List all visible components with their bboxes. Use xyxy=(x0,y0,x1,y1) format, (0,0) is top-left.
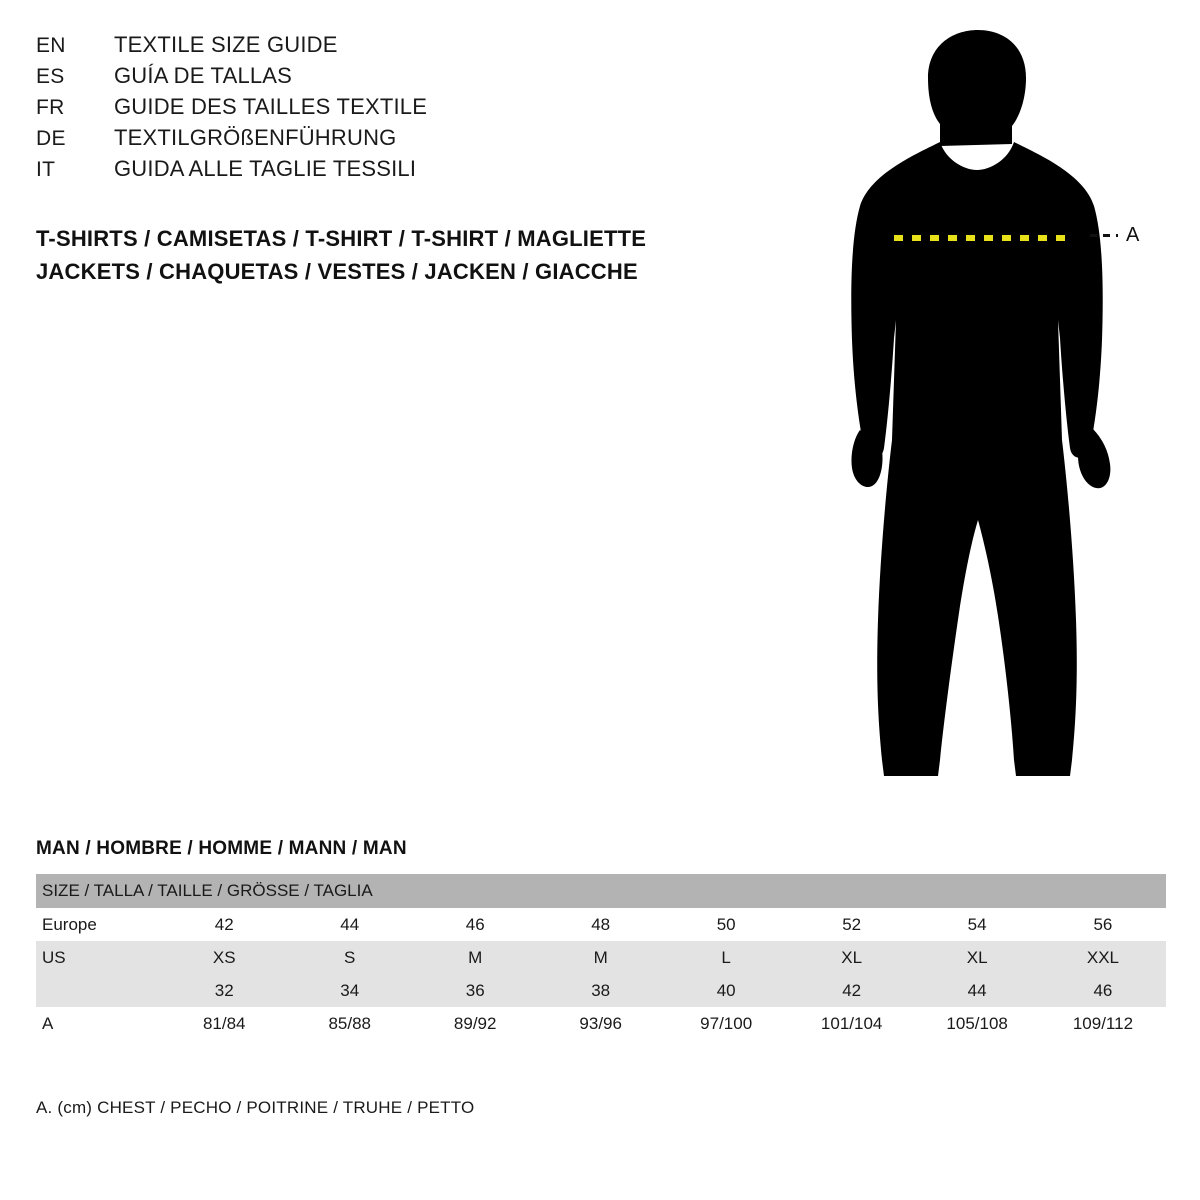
size-table-section xyxy=(36,838,1166,1040)
cell: 38 xyxy=(538,974,663,1007)
cell: 42 xyxy=(789,974,914,1007)
cell: XL xyxy=(914,941,1039,974)
cell: 48 xyxy=(538,908,663,941)
category-jackets: JACKETS / CHAQUETAS / VESTES / JACKEN / GIACCHE xyxy=(36,259,638,284)
language-row xyxy=(36,63,736,94)
cell: 54 xyxy=(914,908,1039,941)
silhouette-svg xyxy=(820,20,1180,790)
table-row xyxy=(36,941,1166,974)
cell: 81/84 xyxy=(161,1007,286,1040)
row-label: Europe xyxy=(36,908,161,941)
row-label: A xyxy=(36,1007,161,1040)
male-silhouette-figure xyxy=(820,20,1180,790)
cell: 85/88 xyxy=(287,1007,412,1040)
table-row xyxy=(36,1007,1166,1040)
cell: 89/92 xyxy=(412,1007,537,1040)
language-text: GUIDE DES TAILLES TEXTILE xyxy=(114,94,428,119)
cell: S xyxy=(287,941,412,974)
measure-leader-dash xyxy=(1090,234,1118,237)
language-row xyxy=(36,32,736,63)
language-text: GUIDA ALLE TAGLIE TESSILI xyxy=(114,156,417,181)
language-row xyxy=(36,94,736,125)
row-label: US xyxy=(36,941,161,974)
gender-title: MAN / HOMBRE / HOMME / MANN / MAN xyxy=(36,838,407,859)
cell: 101/104 xyxy=(789,1007,914,1040)
language-code: ES xyxy=(36,65,65,88)
cell: 109/112 xyxy=(1040,1007,1166,1040)
footnote: A. (cm) CHEST / PECHO / POITRINE / TRUHE / PETTO xyxy=(36,1098,475,1117)
language-text: TEXTILE SIZE GUIDE xyxy=(114,32,338,57)
cell: L xyxy=(663,941,788,974)
cell: 40 xyxy=(663,974,788,1007)
cell: 46 xyxy=(412,908,537,941)
cell: 44 xyxy=(287,908,412,941)
row-label xyxy=(36,974,161,1007)
table-row xyxy=(36,974,1166,1007)
language-text: TEXTILGRÖßENFÜHRUNG xyxy=(114,125,397,150)
language-row xyxy=(36,156,736,187)
language-code: IT xyxy=(36,158,56,181)
cell: XXL xyxy=(1040,941,1166,974)
cell: 42 xyxy=(161,908,286,941)
language-text: GUÍA DE TALLAS xyxy=(114,63,293,88)
language-code: FR xyxy=(36,96,65,119)
cell: 50 xyxy=(663,908,788,941)
cell: 105/108 xyxy=(914,1007,1039,1040)
cell: 97/100 xyxy=(663,1007,788,1040)
table-header-label: SIZE / TALLA / TAILLE / GRÖSSE / TAGLIA xyxy=(36,874,1166,908)
language-code: EN xyxy=(36,34,66,57)
table-row xyxy=(36,908,1166,941)
table-header-row xyxy=(36,874,1166,908)
category-list xyxy=(36,222,796,288)
language-code: DE xyxy=(36,127,66,150)
category-tshirts: T-SHIRTS / CAMISETAS / T-SHIRT / T-SHIRT / MAGLIETTE xyxy=(36,226,647,251)
cell: XL xyxy=(789,941,914,974)
cell: 34 xyxy=(287,974,412,1007)
cell: 44 xyxy=(914,974,1039,1007)
cell: 56 xyxy=(1040,908,1166,941)
size-table xyxy=(36,874,1166,1040)
language-row xyxy=(36,125,736,156)
cell: 93/96 xyxy=(538,1007,663,1040)
cell: 36 xyxy=(412,974,537,1007)
cell: XS xyxy=(161,941,286,974)
language-list xyxy=(36,32,736,187)
cell: 52 xyxy=(789,908,914,941)
cell: 46 xyxy=(1040,974,1166,1007)
cell: M xyxy=(538,941,663,974)
measure-label-a: A xyxy=(1126,224,1140,246)
cell: 32 xyxy=(161,974,286,1007)
cell: M xyxy=(412,941,537,974)
